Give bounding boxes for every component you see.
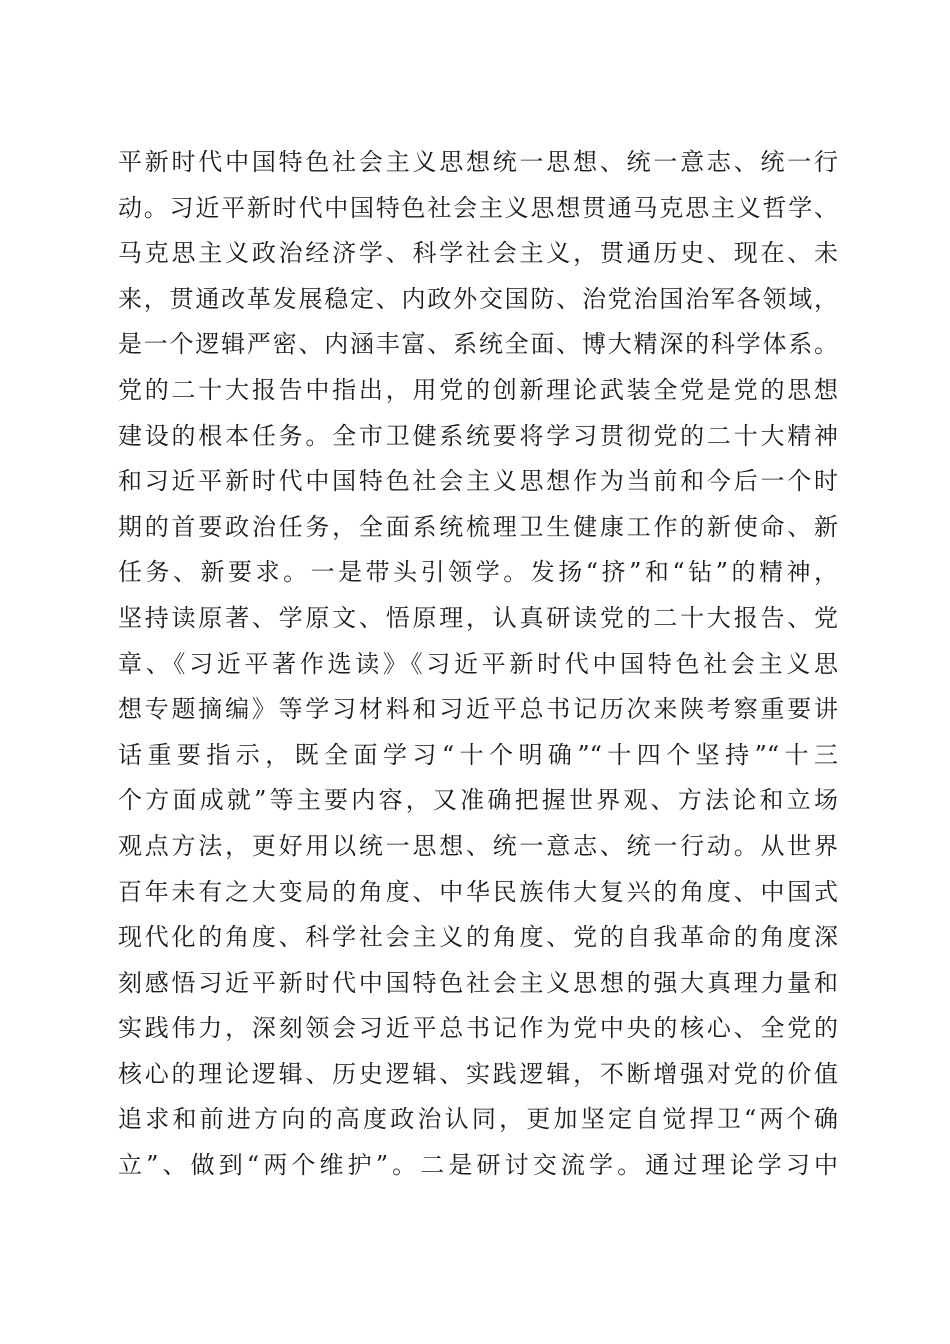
text-line: 观点方法，更好用以统一思想、统一意志、统一行动。从世界: [118, 831, 838, 860]
text-line: 立”、做到“两个维护”。二是研讨交流学。通过理论学习中: [118, 1151, 838, 1180]
text-line: 想专题摘编》等学习材料和习近平总书记历次来陕考察重要讲: [118, 695, 838, 724]
text-line: 任务、新要求。一是带头引领学。发扬“挤”和“钻”的精神，: [118, 558, 838, 587]
text-line: 平新时代中国特色社会主义思想统一思想、统一意志、统一行: [118, 148, 838, 176]
text-line: 坚持读原著、学原文、悟原理，认真研读党的二十大报告、党: [118, 603, 838, 632]
text-line: 和习近平新时代中国特色社会主义思想作为当前和今后一个时: [118, 467, 838, 496]
text-line: 来，贯通改革发展稳定、内政外交国防、治党治国治军各领域，: [118, 284, 838, 313]
text-line: 章、《习近平著作选读》《习近平新时代中国特色社会主义思: [118, 649, 838, 678]
text-line: 刻感悟习近平新时代中国特色社会主义思想的强大真理力量和: [118, 968, 838, 997]
body-text: [118, 140, 838, 1189]
text-line: 百年未有之大变局的角度、中华民族伟大复兴的角度、中国式: [118, 877, 838, 906]
text-line: 期的首要政治任务，全面系统梳理卫生健康工作的新使命、新: [118, 512, 838, 541]
text-line: 动。习近平新时代中国特色社会主义思想贯通马克思主义哲学、: [118, 193, 838, 222]
text-line: 追求和前进方向的高度政治认同，更加坚定自觉捍卫“两个确: [118, 1105, 838, 1134]
text-line: 现代化的角度、科学社会主义的角度、党的自我革命的角度深: [118, 923, 838, 952]
text-line: 是一个逻辑严密、内涵丰富、系统全面、博大精深的科学体系。: [118, 330, 838, 359]
text-line: 个方面成就”等主要内容，又准确把握世界观、方法论和立场: [118, 786, 838, 815]
text-line: 建设的根本任务。全市卫健系统要将学习贯彻党的二十大精神: [118, 421, 838, 450]
text-line: 马克思主义政治经济学、科学社会主义，贯通历史、现在、未: [118, 239, 838, 268]
text-line: 话重要指示，既全面学习“十个明确”“十四个坚持”“十三: [118, 740, 838, 769]
text-line: 核心的理论逻辑、历史逻辑、实践逻辑，不断增强对党的价值: [118, 1059, 838, 1088]
text-line: 实践伟力，深刻领会习近平总书记作为党中央的核心、全党的: [118, 1014, 838, 1043]
text-line: 党的二十大报告中指出，用党的创新理论武装全党是党的思想: [118, 375, 838, 404]
